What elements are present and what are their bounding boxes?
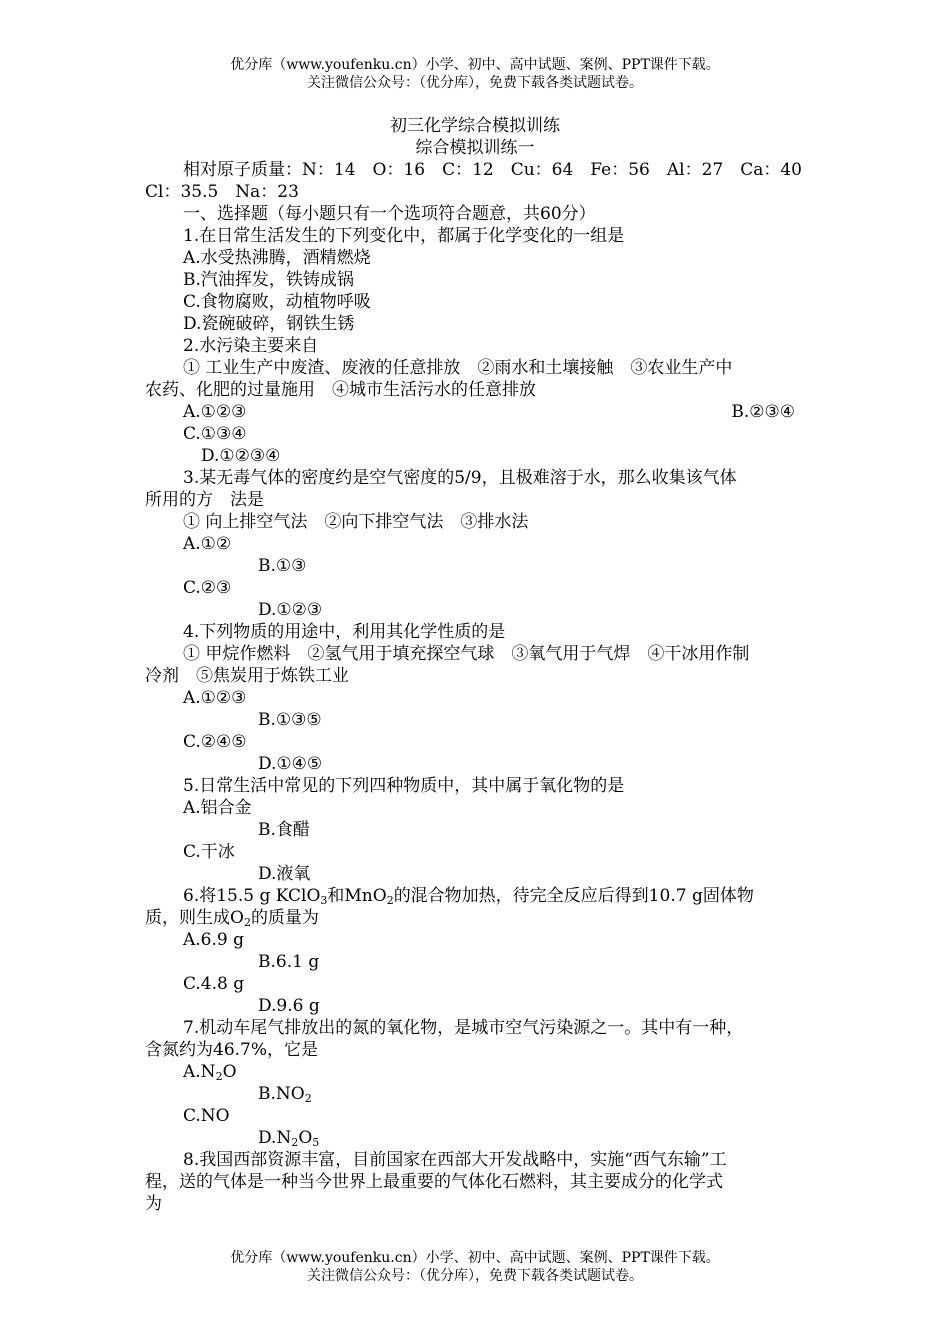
q5-option-b: B.食醋 <box>258 820 310 840</box>
q2-option-d: D.①②③④ <box>201 446 281 466</box>
q4-option-c: C.②④⑤ <box>183 732 247 752</box>
q2-stem: 2.水污染主要来自 <box>183 336 319 356</box>
q4-stem: 4.下列物质的用途中，利用其化学性质的是 <box>183 622 506 642</box>
q3-option-b: B.①③ <box>258 556 307 576</box>
q5-option-c: C.干冰 <box>183 842 235 862</box>
q8-stem-line-2: 程，送的气体是一种当今世界上最重要的气体化石燃料，其主要成分的化学式 <box>145 1172 723 1192</box>
header-line-2: 关注微信公众号：（优分库），免费下载各类试题试卷。 <box>307 75 643 91</box>
q5-stem: 5.日常生活中常见的下列四种物质中，其中属于氧化物的是 <box>183 776 625 796</box>
q4-option-d: D.①④⑤ <box>258 754 323 774</box>
q7-stem-line-1: 7.机动车尾气排放出的氮的氧化物，是城市空气污染源之一。其中有一种， <box>183 1018 744 1038</box>
q8-stem-line-3: 为 <box>145 1194 162 1214</box>
q8-stem-line-1: 8.我国西部资源丰富，目前国家在西部大开发战略中，实施“西气东输”工 <box>183 1150 727 1170</box>
q7-option-c: C.NO <box>183 1106 230 1126</box>
q3-option-c: C.②③ <box>183 578 232 598</box>
q7-option-b: $B.NO_2$ <box>258 1084 312 1105</box>
q6-option-d: D.9.6 g <box>258 996 320 1016</box>
q3-option-d: D.①②③ <box>258 600 323 620</box>
q5-option-a: A.铝合金 <box>183 798 252 818</box>
q1-stem: 1.在日常生活发生的下列变化中，都属于化学变化的一组是 <box>183 226 625 246</box>
page-header <box>0 56 950 92</box>
q4-option-b: B.①③⑤ <box>258 710 322 730</box>
header-line-1: 优分库（www.youfenku.cn）小学、初中、高中试题、案例、PPT课件下载。 <box>230 57 720 73</box>
q1-option-c: C.食物腐败，动植物呼吸 <box>183 292 371 312</box>
footer-line-1: 优分库（www.youfenku.cn）小学、初中、高中试题、案例、PPT课件下载。 <box>230 1250 720 1266</box>
atomic-masses-line-1: 相对原子质量：N：14 O：16 C：12 Cu：64 Fe：56 Al：27 Ca：40 <box>183 160 802 180</box>
q2-option-c: C.①③④ <box>183 424 247 444</box>
q7-stem-line-2: 含氮约为46.7%，它是 <box>145 1040 319 1060</box>
q4-option-a: A.①②③ <box>183 688 247 708</box>
q6-option-c: C.4.8 g <box>183 974 245 994</box>
q7-option-d: $D.N_2O_5$ <box>258 1128 320 1149</box>
q2-items-line-2: 农药、化肥的过量施用 ④城市生活污水的任意排放 <box>145 380 536 400</box>
document-title: 初三化学综合模拟训练 <box>390 116 560 136</box>
q2-options-row <box>145 401 805 423</box>
q6-option-a: A.6.9 g <box>183 930 245 950</box>
section-heading: 一、选择题（每小题只有一个选项符合题意，共60分） <box>183 204 596 224</box>
q4-items-line-2: 冷剂 ⑤焦炭用于炼铁工业 <box>145 666 349 686</box>
q6-stem-line-2: 质，则生成$O_2$的质量为 <box>145 908 319 929</box>
atomic-masses-line-2: Cl：35.5 Na：23 <box>145 182 299 202</box>
q3-stem-line-1: 3.某无毒气体的密度约是空气密度的5/9，且极难溶于水，那么收集该气体 <box>183 468 737 488</box>
q4-items-line-1: ① 甲烷作燃料 ②氢气用于填充探空气球 ③氧气用于气焊 ④干冰用作制 <box>183 644 750 664</box>
q3-option-a: A.①② <box>183 534 232 554</box>
document-subtitle: 综合模拟训练一 <box>415 138 535 158</box>
q3-items: ① 向上排空气法 ②向下排空气法 ③排水法 <box>183 512 529 532</box>
q2-items-line-1: ① 工业生产中废渣、废液的任意排放 ②雨水和土壤接触 ③农业生产中 <box>183 358 733 378</box>
q7-option-a: $A.N_2O$ <box>183 1062 237 1083</box>
q1-option-d: D.瓷碗破碎，钢铁生锈 <box>183 314 355 334</box>
q2-option-b: B.②③④ <box>731 402 795 422</box>
footer-line-2: 关注微信公众号：（优分库），免费下载各类试题试卷。 <box>307 1268 643 1284</box>
document-body <box>145 115 805 1215</box>
q2-option-a: A.①②③ <box>183 402 247 422</box>
q3-stem-line-2: 所用的方 法是 <box>145 490 264 510</box>
q5-option-d: D.液氧 <box>258 864 311 884</box>
q1-option-a: A.水受热沸腾，酒精燃烧 <box>183 248 371 268</box>
q6-stem-line-1: 6.将15.5 g KClO$_3$和MnO$_2$的混合物加热，待完全反应后得到10.7 g固体物 <box>183 886 754 907</box>
page-footer <box>0 1249 950 1285</box>
q1-option-b: B.汽油挥发，铁铸成锅 <box>183 270 354 290</box>
q6-option-b: B.6.1 g <box>258 952 320 972</box>
